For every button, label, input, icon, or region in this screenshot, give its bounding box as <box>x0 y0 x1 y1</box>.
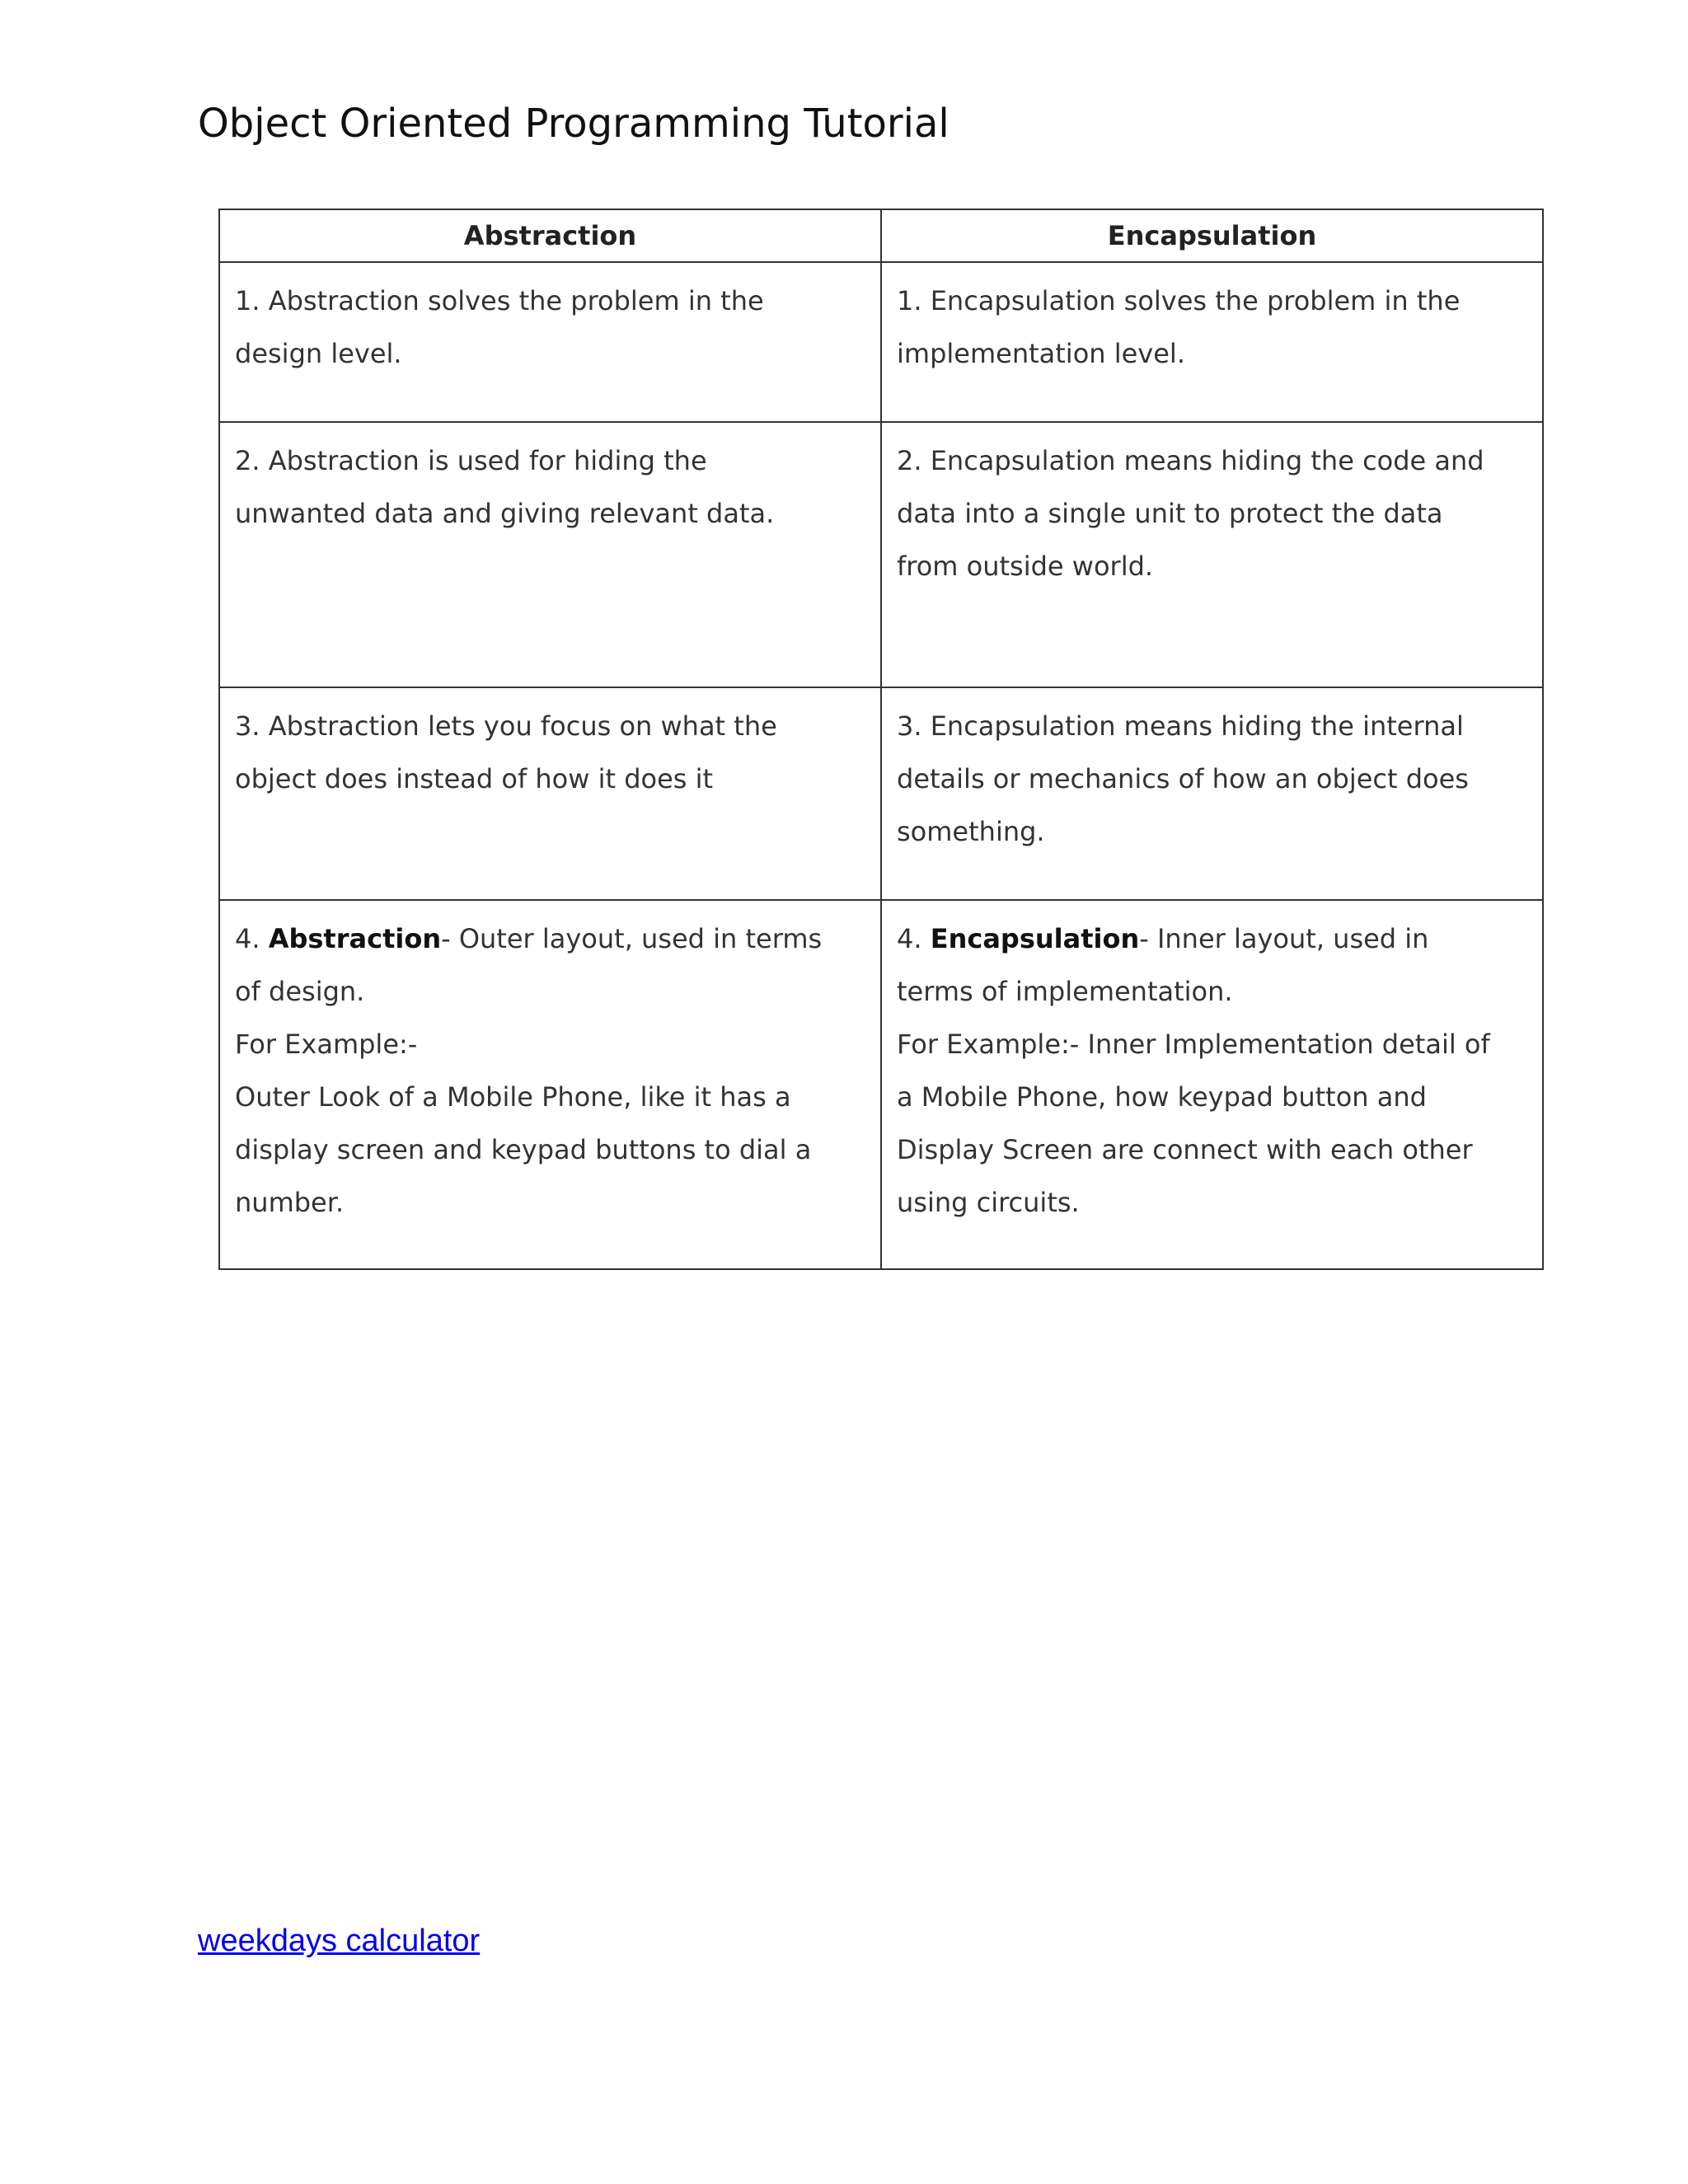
cell-line: Outer Look of a Mobile Phone, like it has a <box>235 1081 791 1113</box>
encapsulation-cell <box>881 687 1543 900</box>
comparison-table <box>218 209 1544 1270</box>
encapsulation-cell <box>881 262 1543 422</box>
cell-line <box>235 912 865 965</box>
item-number: 4. <box>897 923 931 954</box>
cell-line: object does instead of how it does it <box>235 763 714 794</box>
cell-line: 3. Encapsulation means hiding the internal <box>897 710 1464 742</box>
cell-line: design level. <box>235 338 402 369</box>
cell-line: display screen and keypad buttons to dial a <box>235 1134 812 1165</box>
cell-line: details or mechanics of how an object does <box>897 763 1469 794</box>
cell-line: using circuits. <box>897 1187 1080 1218</box>
cell-line: Display Screen are connect with each other <box>897 1134 1473 1165</box>
term-description: - Inner layout, used in <box>1139 923 1429 954</box>
table-row <box>219 900 1543 1269</box>
cell-line: 1. Encapsulation solves the problem in the <box>897 285 1461 316</box>
cell-line: terms of implementation. <box>897 976 1233 1007</box>
cell-line: For Example:- Inner Implementation detail of <box>897 1029 1490 1060</box>
cell-line: unwanted data and giving relevant data. <box>235 498 775 529</box>
abstraction-cell <box>219 422 881 687</box>
table-row <box>219 422 1543 687</box>
header-abstraction: Abstraction <box>219 209 881 262</box>
table-row <box>219 262 1543 422</box>
table-row <box>219 687 1543 900</box>
cell-line: 2. Encapsulation means hiding the code and <box>897 445 1484 476</box>
page-title: Object Oriented Programming Tutorial <box>198 101 950 147</box>
encapsulation-cell <box>881 422 1543 687</box>
cell-line: from outside world. <box>897 551 1154 582</box>
cell-line <box>897 912 1527 965</box>
cell-line: number. <box>235 1187 345 1218</box>
cell-line: For Example:- <box>235 1029 418 1060</box>
abstraction-cell <box>219 262 881 422</box>
abstraction-cell <box>219 900 881 1269</box>
cell-line: 3. Abstraction lets you focus on what the <box>235 710 777 742</box>
cell-line: something. <box>897 816 1045 847</box>
header-encapsulation: Encapsulation <box>881 209 1543 262</box>
cell-line: 1. Abstraction solves the problem in the <box>235 285 764 316</box>
cell-line: data into a single unit to protect the data <box>897 498 1443 529</box>
cell-line: 2. Abstraction is used for hiding the <box>235 445 707 476</box>
weekdays-calculator-link[interactable]: weekdays calculator <box>198 1924 481 1958</box>
cell-line: of design. <box>235 976 365 1007</box>
table-header-row <box>219 209 1543 262</box>
term-abstraction: Abstraction <box>268 923 442 954</box>
term-encapsulation: Encapsulation <box>930 923 1140 954</box>
abstraction-cell <box>219 687 881 900</box>
cell-line: implementation level. <box>897 338 1185 369</box>
item-number: 4. <box>235 923 269 954</box>
encapsulation-cell <box>881 900 1543 1269</box>
cell-line: a Mobile Phone, how keypad button and <box>897 1081 1427 1113</box>
term-description: - Outer layout, used in terms <box>441 923 823 954</box>
